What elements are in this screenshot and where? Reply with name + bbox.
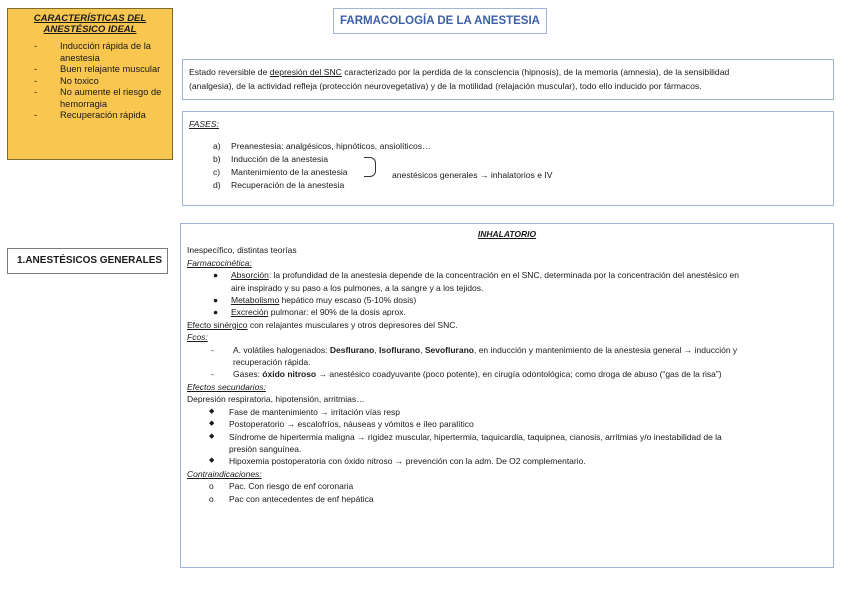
inhalatorio-intro: Inespecífico, distintas teorías	[187, 245, 297, 256]
definition-text: caracterizado por la perdida de la consciencia (hipnosis), de la memoria (amnesia), de la sensibilidad	[341, 67, 730, 77]
bullet-dot-icon: ●	[213, 270, 219, 281]
definition-box	[182, 59, 834, 100]
fase-letter: d)	[213, 180, 221, 190]
diamond-bullet-icon: ◆	[209, 457, 215, 465]
fco2-text: Gases:	[233, 369, 263, 380]
bullet-dot-icon: ●	[213, 307, 219, 318]
dash-icon: -	[211, 369, 214, 380]
fco-item-volatiles	[187, 344, 827, 356]
fco1-text: A. volátiles halogenados:	[233, 344, 330, 355]
fco1-drug: Isoflurano	[379, 344, 421, 355]
fco2-drug: óxido nitroso	[262, 369, 317, 380]
ideal-item: - Recuperación rápida	[14, 110, 166, 122]
ideal-item: - Buen relajante muscular	[14, 64, 166, 76]
bullet-dot-icon: ●	[213, 295, 219, 306]
inhalatorio-heading: INHALATORIO	[477, 229, 537, 239]
absorcion-cont: aire inspirado y su paso a los pulmones, a la sangre y a los tejidos.	[231, 282, 484, 293]
efecto-cont: presión sanguínea.	[229, 443, 302, 454]
fco1-sep: ,	[420, 344, 425, 355]
fase-letter: a)	[213, 141, 221, 151]
dash-icon: -	[211, 344, 214, 355]
ideal-characteristics-box	[7, 8, 173, 160]
fases-label: FASES:	[189, 119, 219, 129]
ideal-item: - Inducción rápida de la	[14, 41, 166, 53]
efecto-item	[187, 406, 827, 418]
diamond-bullet-icon: ◆	[209, 432, 215, 440]
fco1-sep: ,	[374, 344, 380, 355]
efectos-intro: Depresión respiratoria, hipotensión, arritmias…	[187, 394, 365, 405]
fco1-cont: recuperación rápida.	[233, 357, 311, 368]
fase-text: Inducción de la anestesia	[231, 154, 328, 164]
contra-text: Pac con antecedentes de enf hepática	[229, 493, 374, 504]
efecto-item	[187, 431, 827, 443]
diamond-bullet-icon: ◆	[209, 420, 215, 428]
ideal-item: - No toxico	[14, 76, 166, 88]
contra-item	[187, 480, 827, 492]
excrecion-text: pulmonar: el 90% de la dosis aprox.	[268, 307, 406, 318]
definition-highlight: depresión del SNC	[269, 67, 342, 77]
absorcion-text: : la profundidad de la anestesia depende de la concentración en el SNC, determinada por la concentración del anestésico en	[268, 270, 739, 281]
circle-bullet-icon: o	[209, 481, 214, 492]
efectos-label: Efectos secundarios:	[187, 381, 266, 392]
definition-line1	[189, 65, 827, 79]
circle-bullet-icon: o	[209, 493, 214, 504]
efecto-text: Postoperatorio → escalofríos, náuseas y vómitos e íleo paralítico	[229, 419, 474, 430]
sinergico-label: Efecto sinérgico	[187, 319, 248, 330]
absorcion-label: Absorción	[231, 270, 269, 281]
excrecion-label: Excreción	[231, 307, 269, 318]
brace-note: anestésicos generales → inhalatorios e IV	[392, 170, 553, 180]
bullet-excrecion	[187, 306, 827, 318]
fco1-drug: Desflurano	[329, 344, 375, 355]
section-label-generales: 1.ANESTÉSICOS GENERALES	[7, 248, 168, 274]
page-title: FARMACOLOGÍA DE LA ANESTESIA	[333, 8, 547, 34]
fco1-text: , en inducción y mantenimiento de la anestesia general → inducción y	[473, 344, 738, 355]
ideal-title-line2: ANESTÉSICO IDEAL	[43, 24, 137, 35]
fcos-label: Fcos:	[187, 332, 208, 343]
contra-text: Pac. Con riesgo de enf coronaria	[229, 481, 354, 492]
fco1-drug: Sevoflurano	[424, 344, 474, 355]
fase-item	[189, 153, 827, 166]
fase-text: Recuperación de la anestesia	[231, 180, 345, 190]
metabolismo-label: Metabolismo	[231, 295, 280, 306]
fase-letter: c)	[213, 167, 221, 177]
fase-text: Mantenimiento de la anestesia	[231, 167, 348, 177]
ideal-item: - No aumente el riesgo de	[14, 87, 166, 99]
bullet-metabolismo	[187, 294, 827, 306]
fase-text: Preanestesia: analgésicos, hipnóticos, ansiolíticos…	[231, 141, 431, 151]
efecto-item	[187, 455, 827, 467]
sinergico-text: con relajantes musculares y otros depresores del SNC.	[247, 319, 458, 330]
inhalatorio-box	[180, 223, 834, 568]
fco2-text: → anestésico coadyuvante (poco potente), en cirugía odontológica; como droga de abuso (“gas de la risa”)	[316, 369, 722, 380]
sinergico-line	[187, 319, 827, 331]
contra-item	[187, 493, 827, 505]
efecto-text: Fase de mantenimiento → irritación vías resp	[229, 406, 401, 417]
fco-item-gases	[187, 368, 827, 380]
ideal-item-cont: hemorragia	[60, 98, 108, 109]
brace-icon	[364, 157, 376, 177]
efecto-text: Síndrome de hipertermia maligna → rigidez muscular, hipertermia, taquicardia, taquipnea, cianosis, arritmias y/o inestabilidad de la	[229, 431, 722, 442]
farmacocinetica-label: Farmacocinética:	[187, 257, 252, 268]
fases-box	[182, 111, 834, 206]
definition-line2: (analgesia), de la actividad refleja (protección neurovegetativa) y de la motilidad (relajación muscular), todo ello inducido por fármacos.	[189, 81, 702, 91]
bullet-absorcion	[187, 269, 827, 281]
definition-text: Estado reversible de	[189, 67, 270, 77]
ideal-list	[14, 41, 166, 122]
efecto-text: Hipoxemia postoperatoria con óxido nitroso → prevención con la adm. De O2 complementario.	[229, 456, 586, 467]
diamond-bullet-icon: ◆	[209, 407, 215, 415]
ideal-item-cont: anestesia	[60, 52, 100, 63]
fase-letter: b)	[213, 154, 221, 164]
metabolismo-text: hepático muy escaso (5-10% dosis)	[279, 295, 417, 306]
efecto-item	[187, 418, 827, 430]
fase-item	[189, 140, 827, 153]
contra-label: Contraindicaciones:	[187, 468, 262, 479]
ideal-title	[14, 13, 166, 35]
ideal-title-line1: CARACTERÍSTICAS DEL	[33, 13, 147, 24]
